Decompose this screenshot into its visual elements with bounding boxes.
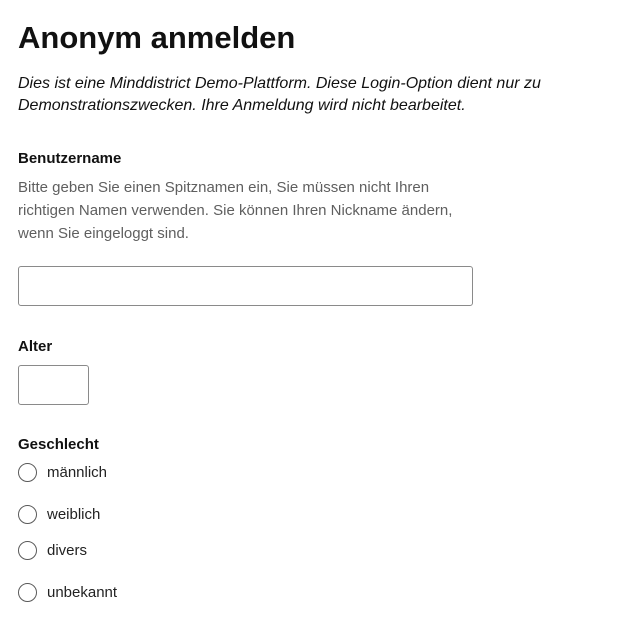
radio-button[interactable] bbox=[18, 505, 37, 524]
username-input[interactable] bbox=[18, 266, 473, 306]
radio-label: weiblich bbox=[47, 505, 101, 523]
radio-button[interactable] bbox=[18, 541, 37, 560]
page-title: Anonym anmelden bbox=[18, 20, 296, 55]
gender-option-male[interactable] bbox=[18, 457, 640, 487]
age-label: Alter bbox=[18, 338, 53, 355]
radio-button[interactable] bbox=[18, 463, 37, 482]
gender-label: Geschlecht bbox=[18, 436, 99, 453]
gender-option-female[interactable] bbox=[18, 487, 640, 529]
age-input[interactable] bbox=[18, 365, 89, 405]
radio-label: männlich bbox=[47, 463, 108, 481]
username-hint: Bitte geben Sie einen Spitznamen ein, Sie müssen nicht Ihren richtigen Namen verwenden. Sie können Ihren Nickname ändern, wenn Sie eingeloggt sind. bbox=[18, 179, 453, 242]
gender-option-unknown[interactable] bbox=[18, 571, 640, 613]
radio-button[interactable] bbox=[18, 583, 37, 602]
username-label: Benutzername bbox=[18, 150, 122, 167]
intro-text: Dies ist eine Minddistrict Demo-Plattform. Diese Login-Option dient nur zu Demonstrationszwecken. Ihre Anmeldung wird nicht bearbeitet. bbox=[18, 75, 541, 114]
gender-option-diverse[interactable] bbox=[18, 529, 640, 571]
gender-radio-group bbox=[18, 457, 640, 613]
radio-label: divers bbox=[47, 541, 88, 559]
radio-label: unbekannt bbox=[47, 583, 118, 601]
